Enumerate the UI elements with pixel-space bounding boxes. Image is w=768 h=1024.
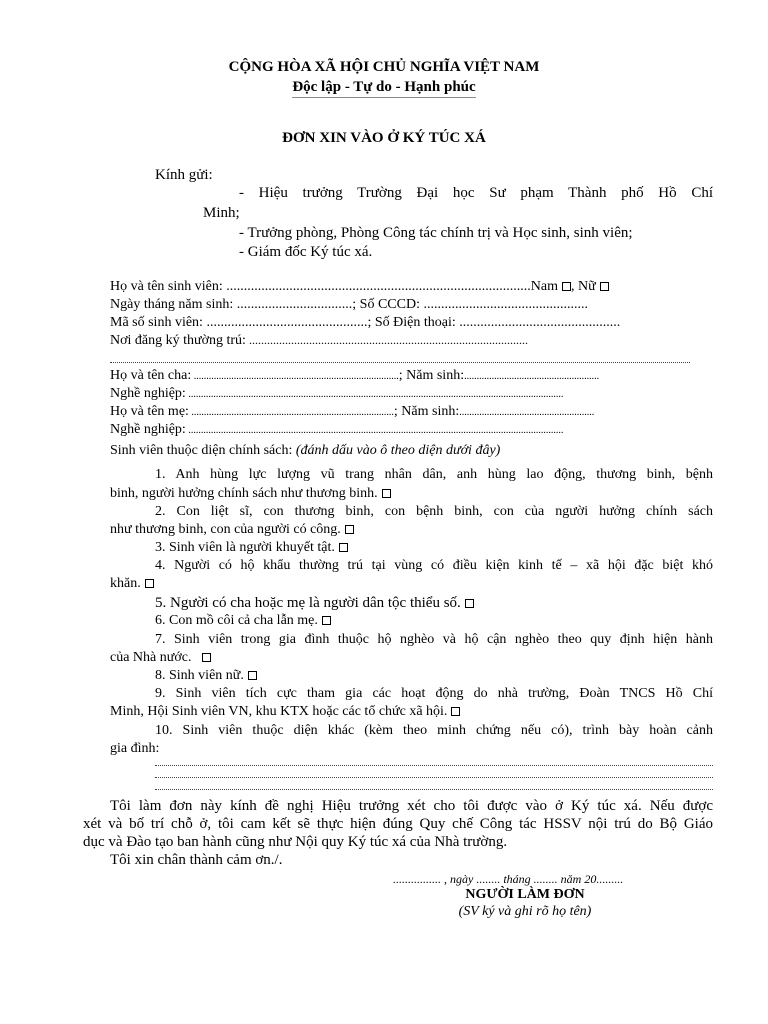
student-id-label: Mã số sinh viên: (110, 315, 203, 330)
id-label: ; Số CCCD: (352, 297, 420, 312)
mother-name-label: Họ và tên mẹ: (110, 404, 189, 419)
checkbox-empty-icon[interactable] (562, 282, 571, 291)
checkbox-empty-icon[interactable] (339, 543, 348, 552)
policy-item-10-line1: 10. Sinh viên thuộc diện khác (kèm theo minh chứng nếu có), trình bày hoàn cảnh (155, 723, 713, 738)
mother-job-label: Nghề nghiệp: (110, 422, 186, 437)
policy-item-2-line1: 2. Con liệt sĩ, con thương binh, con bệnh binh, con của người hưởng chính sách (155, 504, 713, 519)
field-full-name[interactable] (110, 279, 609, 295)
gender-female-label: , Nữ (570, 279, 596, 294)
dob-label: Ngày tháng năm sinh: (110, 297, 234, 312)
motto-text: Độc lập - Tự do - Hạnh phúc (292, 79, 475, 98)
residence-blank-line[interactable] (110, 362, 690, 363)
full-name-label: Họ và tên sinh viên: (110, 279, 223, 294)
policy-item-7-line1: 7. Sinh viên trong gia đình thuộc hộ nghèo và hộ cận nghèo theo quy định hiện hành (155, 632, 713, 647)
recipient-director: - Giám đốc Ký túc xá. (239, 244, 373, 260)
policy-intro (110, 443, 500, 459)
father-job-label: Nghề nghiệp: (110, 386, 186, 401)
thanks-line: Tôi xin chân thành cảm ơn./. (110, 852, 283, 868)
hardship-blank-line-3[interactable] (155, 789, 713, 790)
checkbox-empty-icon[interactable] (600, 282, 609, 291)
field-mother-job[interactable]: Nghề nghiệp: ...................................................................................................................................................... (110, 422, 564, 437)
policy-intro-note: (đánh dấu vào ô theo diện dưới đây) (295, 443, 501, 458)
checkbox-empty-icon[interactable] (248, 671, 257, 680)
policy-intro-text: Sinh viên thuộc diện chính sách: (110, 443, 293, 458)
motto (0, 79, 768, 98)
mother-year-label: ; Năm sinh: (393, 404, 460, 419)
field-dob-id[interactable]: Ngày tháng năm sinh: .................................; Số CCCD: ............................................... (110, 297, 588, 312)
checkbox-empty-icon[interactable] (465, 599, 474, 608)
policy-item-10-line2: gia đình: (110, 741, 160, 756)
father-name-label: Họ và tên cha: (110, 368, 192, 383)
recipient-principal: - Hiệu trưởng Trường Đại học Sư phạm Thành phố Hồ Chí (239, 185, 713, 201)
date-line[interactable]: ................ , ngày ........ tháng ........ năm 20......... (393, 872, 624, 886)
checkbox-empty-icon[interactable] (382, 489, 391, 498)
hardship-blank-line-1[interactable] (155, 765, 713, 766)
field-residence[interactable]: Nơi đăng ký thường trú: ............................................................................................. (110, 333, 528, 348)
signer-title: NGƯỜI LÀM ĐƠN (465, 887, 585, 902)
full-name-dots: ....................................................................................... (222, 279, 531, 294)
father-year-label: ; Năm sinh: (398, 368, 465, 383)
checkbox-empty-icon[interactable] (345, 525, 354, 534)
greeting: Kính gửi: (155, 167, 213, 183)
closing-line-3: dục và Đào tạo ban hành cũng như Nội quy Ký túc xá của Nhà trường. (83, 834, 508, 850)
signature-note: (SV ký và ghi rõ họ tên) (458, 904, 592, 919)
closing-line-2: xét và bố trí chỗ ở, tôi cam kết sẽ thực hiện đúng Quy chế Công tác HSSV nội trú do Bộ Giáo (83, 816, 713, 832)
field-father-job[interactable]: Nghề nghiệp: ...................................................................................................................................................... (110, 386, 564, 401)
checkbox-empty-icon[interactable] (322, 616, 331, 625)
checkbox-empty-icon[interactable] (145, 579, 154, 588)
gender-male-label: Nam (530, 279, 558, 294)
policy-item-1-line2[interactable]: binh, người hưởng chính sách như thương binh. (110, 486, 391, 502)
residence-label: Nơi đăng ký thường trú: (110, 333, 246, 348)
checkbox-empty-icon[interactable] (451, 707, 460, 716)
field-mother-name[interactable]: Họ và tên mẹ: .................................................................................; Năm sinh:...................................................... (110, 404, 595, 419)
recipient-principal-cont: Minh; (203, 205, 240, 221)
field-father-name[interactable]: Họ và tên cha: ..................................................................................; Năm sinh:...................................................... (110, 368, 600, 383)
policy-item-2-line2[interactable]: như thương binh, con của người có công. (110, 522, 354, 538)
policy-item-8[interactable]: 8. Sinh viên nữ. (155, 668, 257, 684)
policy-item-9-line2[interactable]: Minh, Hội Sinh viên VN, khu KTX hoặc các tổ chức xã hội. (110, 704, 460, 720)
policy-item-9-line1: 9. Sinh viên tích cực tham gia các hoạt động do nhà trường, Đoàn TNCS Hồ Chí (155, 686, 713, 701)
policy-item-3[interactable]: 3. Sinh viên là người khuyết tật. (155, 540, 348, 556)
hardship-blank-line-2[interactable] (155, 777, 713, 778)
field-student-id-phone[interactable]: Mã số sinh viên: ..............................................; Số Điện thoại: .............................................. (110, 315, 621, 330)
closing-line-1: Tôi làm đơn này kính đề nghị Hiệu trưởng xét cho tôi được vào ở Ký túc xá. Nếu được (110, 798, 713, 814)
policy-item-6[interactable]: 6. Con mồ côi cả cha lẫn mẹ. (155, 613, 331, 629)
document-title: ĐƠN XIN VÀO Ở KÝ TÚC XÁ (282, 130, 486, 146)
checkbox-empty-icon[interactable] (202, 653, 211, 662)
policy-item-4-line1: 4. Người có hộ khẩu thường trú tại vùng có điều kiện kinh tế – xã hội đặc biệt khó (155, 558, 713, 573)
policy-item-7-line2[interactable]: của Nhà nước. (110, 650, 211, 666)
policy-item-1-line1: 1. Anh hùng lực lượng vũ trang nhân dân, anh hùng lao động, thương binh, bệnh (155, 467, 713, 482)
recipient-office: - Trưởng phòng, Phòng Công tác chính trị và Học sinh, sinh viên; (239, 225, 633, 241)
policy-item-4-line2[interactable]: khăn. (110, 576, 154, 592)
policy-item-5[interactable]: 5. Người có cha hoặc mẹ là người dân tộc thiểu số. (155, 595, 474, 612)
phone-label: ; Số Điện thoại: (367, 315, 456, 330)
nation-title: CỘNG HÒA XÃ HỘI CHỦ NGHĨA VIỆT NAM (228, 59, 540, 75)
